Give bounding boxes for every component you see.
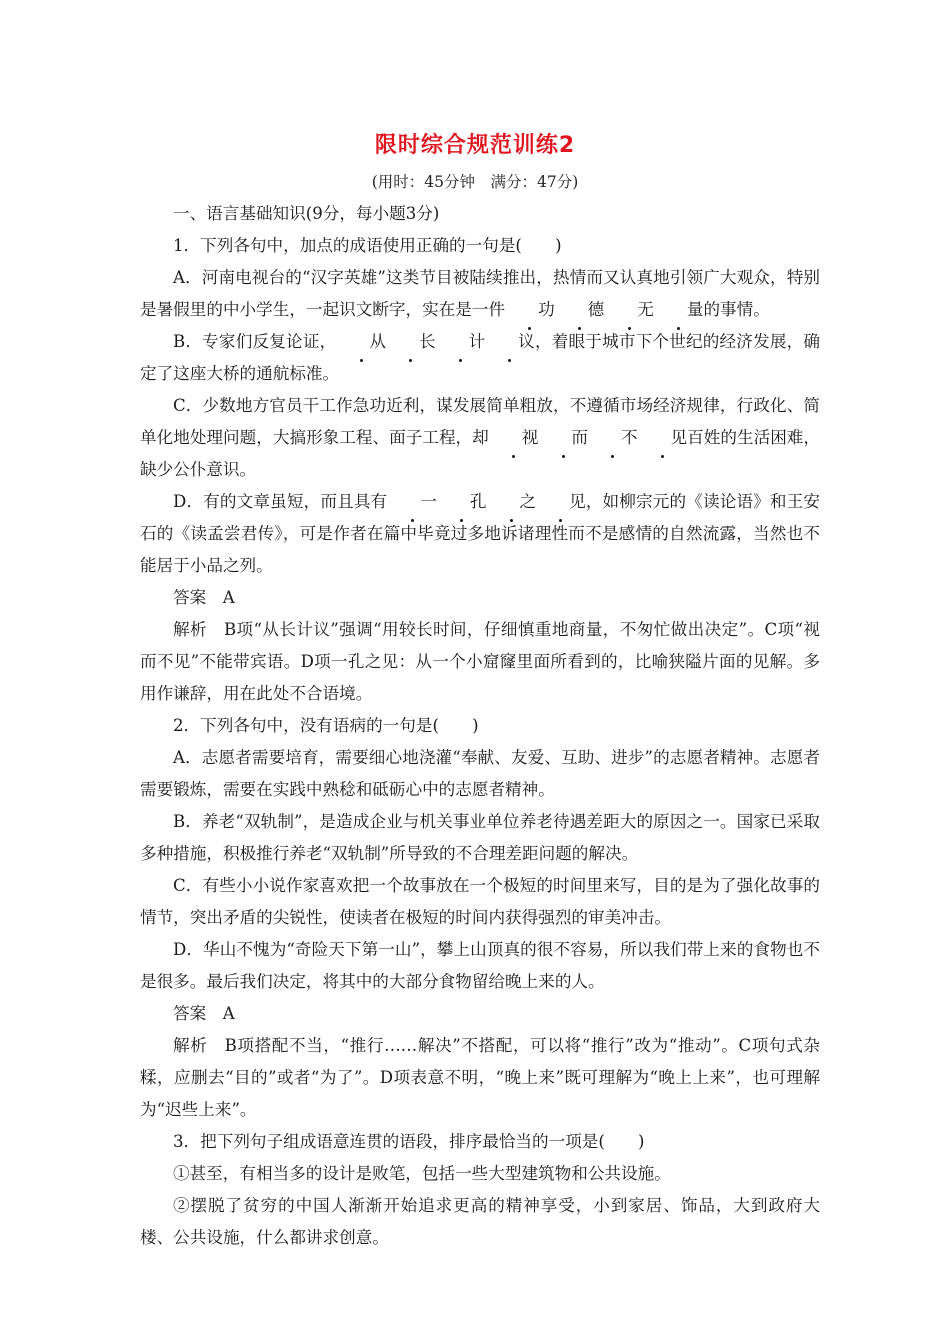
dotted-char: 计 bbox=[436, 326, 486, 358]
dotted-char: 议 bbox=[485, 326, 535, 358]
section-heading: 一、语言基础知识(9分，每小题3分) bbox=[173, 204, 440, 223]
dotted-char: 一 bbox=[387, 486, 437, 518]
q3-sentence-2: ②摆脱了贫穷的中国人渐渐开始追求更高的精神享受，小到家居、饰品，大到政府大楼、公共设施，什么都讲求创意。 bbox=[140, 1196, 820, 1247]
q1-answer: 答案 A bbox=[173, 588, 235, 607]
q2-answer: 答案 A bbox=[173, 1004, 235, 1023]
page-title: 限时综合规范训练2 bbox=[374, 133, 576, 158]
q1-a-idiom bbox=[505, 300, 703, 319]
dotted-char: 视 bbox=[489, 422, 539, 454]
exam-time-score: (用时：45分钟 满分：47分) bbox=[371, 173, 579, 191]
dotted-char: 长 bbox=[386, 326, 436, 358]
q2-stem: 2．下列各句中，没有语病的一句是( ) bbox=[173, 716, 479, 735]
dotted-char: 孔 bbox=[437, 486, 487, 518]
dotted-char: 功 bbox=[505, 294, 555, 326]
q2-option-d: D．华山不愧为“奇险天下第一山”，攀上山顶真的很不容易，所以我们带上来的食物也不是很多。最后我们决定，将其中的大部分食物留给晚上来的人。 bbox=[140, 940, 820, 991]
q2-option-b: B．养老“双轨制”，是造成企业与机关事业单位养老待遇差距大的原因之一。国家已采取多种措施，积极推行养老“双轨制”所导致的不合理差距问题的解决。 bbox=[140, 812, 820, 863]
dotted-char: 量 bbox=[654, 294, 704, 326]
q1-a-text-end: 的事情。 bbox=[703, 300, 770, 319]
q1-b-idiom bbox=[336, 332, 534, 351]
q1-d-text: D．有的文章虽短，而且具有 bbox=[173, 492, 388, 511]
q2-analysis: 解析 B项搭配不当，“推行……解决”不搭配，可以将“推行”改为“推动”。C项句式杂糅，应删去“目的”或者“为了”。D项表意不明，“晚上来”既可理解为“晚上上来”，也可理解为“迟些上来”。 bbox=[140, 1036, 820, 1119]
dotted-char: 无 bbox=[604, 294, 654, 326]
q1-b-text: B．专家们反复论证， bbox=[173, 332, 337, 351]
q1-b-text-end: ，着眼于城市下个世纪的经济发展，确定了这座大桥的通航标准。 bbox=[140, 332, 820, 383]
q1-option-a bbox=[140, 262, 820, 326]
q1-d-text-end: ，如柳宗元的《读论语》和王安石的《读孟尝君传》，可是作者在篇中毕竟过多地诉诸理性而不是感情的自然流露，当然也不能居于小品之列。 bbox=[140, 492, 820, 575]
q1-c-text-end: 百姓的生活困难，缺少公仆意识。 bbox=[140, 428, 821, 479]
q1-option-b bbox=[140, 326, 820, 390]
dotted-char: 而 bbox=[538, 422, 588, 454]
dotted-char: 见 bbox=[638, 422, 688, 454]
q1-stem: 1．下列各句中，加点的成语使用正确的一句是( ) bbox=[173, 236, 562, 255]
dotted-char: 见 bbox=[536, 486, 586, 518]
dotted-char: 从 bbox=[336, 326, 386, 358]
q1-d-idiom bbox=[387, 492, 585, 511]
q3-stem: 3．把下列句子组成语意连贯的语段，排序最恰当的一项是( ) bbox=[173, 1132, 645, 1151]
q1-analysis: 解析 B项“从长计议”强调“用较长时间，仔细慎重地商量，不匆忙做出决定”。C项“视而不见”不能带宾语。D项一孔之见：从一个小窟窿里面所看到的，比喻狭隘片面的见解。多用作谦辞，用在此处不合语境。 bbox=[140, 620, 820, 703]
q2-option-c: C．有些小小说作家喜欢把一个故事放在一个极短的时间里来写，目的是为了强化故事的情节，突出矛盾的尖锐性，使读者在极短的时间内获得强烈的审美冲击。 bbox=[140, 876, 820, 927]
q1-option-c bbox=[140, 390, 820, 486]
document-body bbox=[140, 198, 820, 1254]
q2-option-a: A．志愿者需要培育，需要细心地浇灌“奉献、友爱、互助、进步”的志愿者精神。志愿者需要锻炼，需要在实践中熟稔和砥砺心中的志愿者精神。 bbox=[140, 748, 820, 799]
q1-c-idiom bbox=[489, 428, 687, 447]
q1-c-text: C．少数地方官员干工作急功近利，谋发展简单粗放，不遵循市场经济规律，行政化、简单化地处理问题，大搞形象工程、面子工程，却 bbox=[140, 396, 820, 447]
q3-sentence-1: ①甚至，有相当多的设计是败笔，包括一些大型建筑物和公共设施。 bbox=[173, 1164, 671, 1183]
dotted-char: 不 bbox=[588, 422, 638, 454]
dotted-char: 德 bbox=[555, 294, 605, 326]
dotted-char: 之 bbox=[486, 486, 536, 518]
q1-option-d bbox=[140, 486, 820, 582]
q1-a-text: A．河南电视台的“汉字英雄”这类节目被陆续推出，热情而又认真地引领广大观众，特别是暑假里的中小学生，一起识文断字，实在是一件 bbox=[140, 268, 820, 319]
